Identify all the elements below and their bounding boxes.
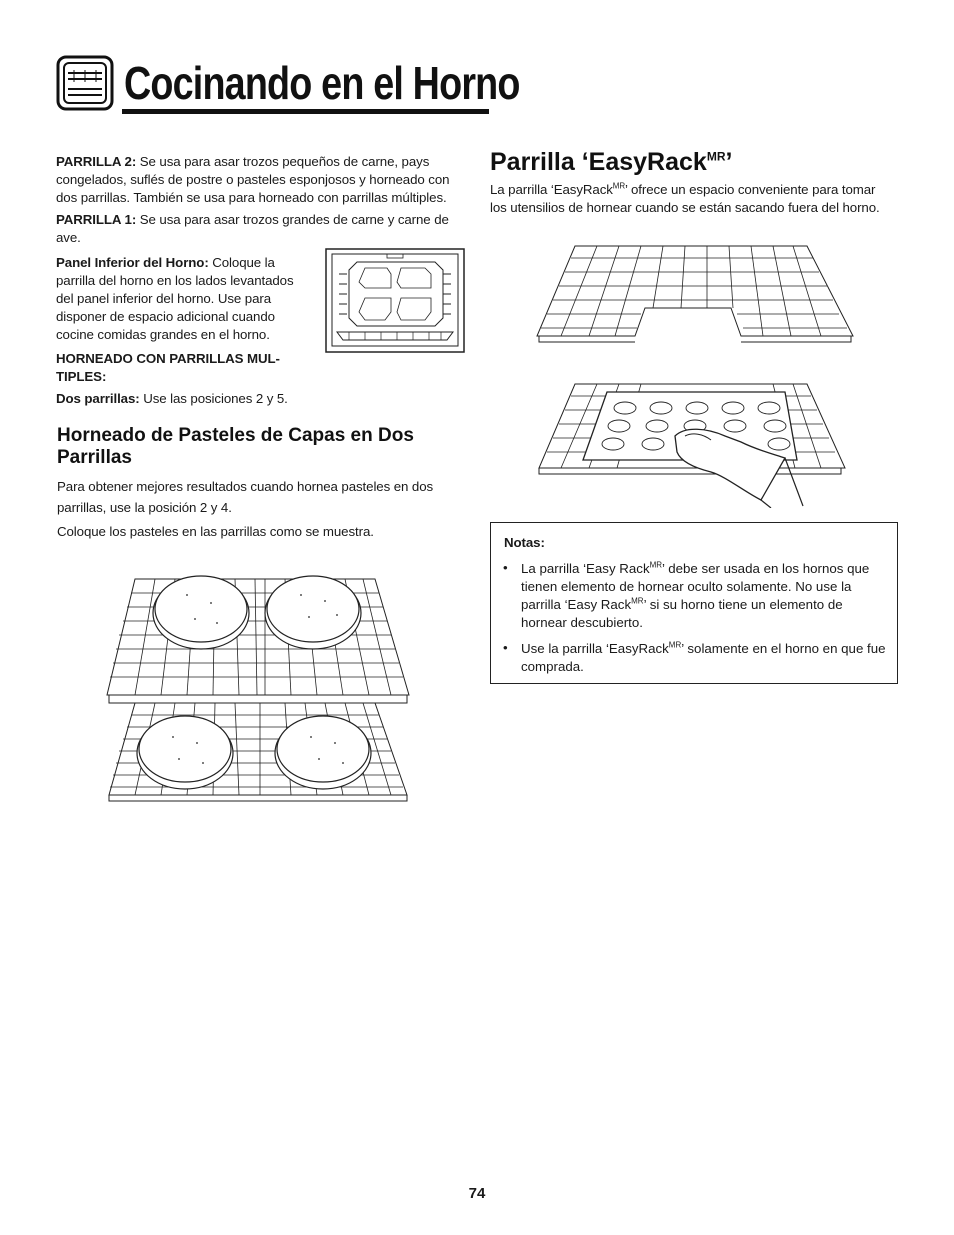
title-rule bbox=[122, 109, 489, 114]
dos-parrillas-label: Dos parrillas: bbox=[56, 391, 140, 406]
section-heading-pasteles: Horneado de Pasteles de Capas en Dos Parrillas bbox=[57, 425, 414, 468]
note-1-a: La parrilla ‘Easy Rack bbox=[521, 561, 650, 576]
notes-title: Notas: bbox=[504, 535, 545, 550]
easyrack-heading-sup: MR bbox=[706, 149, 726, 164]
parrilla-2-text: Se usa para asar trozos pequeños de carne, pays congelados, suflés de postre o pasteles esponjosos y horneado con dos parrillas. También se usa para horneado con parrillas múltiples. bbox=[56, 154, 450, 205]
easyrack-intro-sup: MR bbox=[612, 181, 626, 191]
note-2-bullet: • bbox=[503, 640, 508, 655]
note-2-a: Use la parrilla ‘EasyRack bbox=[521, 641, 669, 656]
notes-box bbox=[490, 522, 898, 684]
easyrack-intro-a: La parrilla ‘EasyRack bbox=[490, 182, 613, 197]
note-1-sup1: MR bbox=[649, 560, 663, 570]
panel-inferior-text: Coloque la parrilla del horno en los lados levantados del panel inferior del horno. Use para disponer de espacio adicional cuando cocine comidas grandes en el horno. bbox=[56, 255, 294, 342]
easyrack-intro-b: ’ ofrece un espacio conveniente para tomar los utensilios de hornear cuando se están sacando fuera del horno. bbox=[490, 182, 880, 215]
easyrack-heading-text: Parrilla ‘EasyRack bbox=[490, 148, 707, 176]
easyrack-heading bbox=[490, 148, 910, 176]
section-paragraph-1: Para obtener mejores resultados cuando hornea pasteles en dos parrillas, use la posición 2 y 4. bbox=[57, 479, 434, 515]
page-title: Cocinando en el Horno bbox=[124, 57, 520, 109]
dos-parrillas-text: Use las posiciones 2 y 5. bbox=[139, 391, 288, 406]
oven-icon bbox=[56, 55, 114, 111]
easyrack-heading-end: ’ bbox=[725, 148, 733, 176]
oven-bottom-panel-illustration bbox=[325, 248, 465, 353]
multiple-racks-heading: HORNEADO CON PARRILLAS MUL-TIPLES: bbox=[56, 351, 280, 384]
note-2-b: ’ solamente en el horno en que fue comprada. bbox=[521, 641, 886, 674]
note-1-sup2: MR bbox=[631, 596, 644, 606]
dos-parrillas-paragraph bbox=[56, 390, 456, 408]
easyrack-intro bbox=[490, 181, 895, 217]
parrilla-1-label: PARRILLA 1: bbox=[56, 212, 137, 227]
parrilla-1-text: Se usa para asar trozos grandes de carne y carne de ave. bbox=[56, 212, 449, 245]
note-1-b: ’ debe ser usada en los hornos que tienen elemento de hornear oculto solamente. No use la parrilla ‘Easy Rack bbox=[521, 561, 870, 612]
note-1-c: ’ si su horno tiene un elemento de hornear descubierto. bbox=[521, 597, 843, 630]
panel-inferior-paragraph bbox=[56, 254, 306, 344]
parrilla-1-paragraph bbox=[56, 211, 456, 247]
two-racks-cakes-illustration bbox=[105, 565, 410, 803]
note-2-sup: MR bbox=[668, 640, 682, 650]
easyrack-illustration bbox=[535, 240, 855, 508]
note-2-text bbox=[521, 640, 887, 676]
parrilla-2-paragraph bbox=[56, 153, 456, 207]
section-paragraph-2: Coloque los pasteles en las parrillas como se muestra. bbox=[57, 524, 374, 539]
parrilla-2-label: PARRILLA 2: bbox=[56, 154, 137, 169]
note-1-text bbox=[521, 560, 887, 632]
page-number: 74 bbox=[468, 1185, 486, 1202]
panel-inferior-label: Panel Inferior del Horno: bbox=[56, 255, 209, 270]
note-1-bullet: • bbox=[503, 560, 508, 575]
